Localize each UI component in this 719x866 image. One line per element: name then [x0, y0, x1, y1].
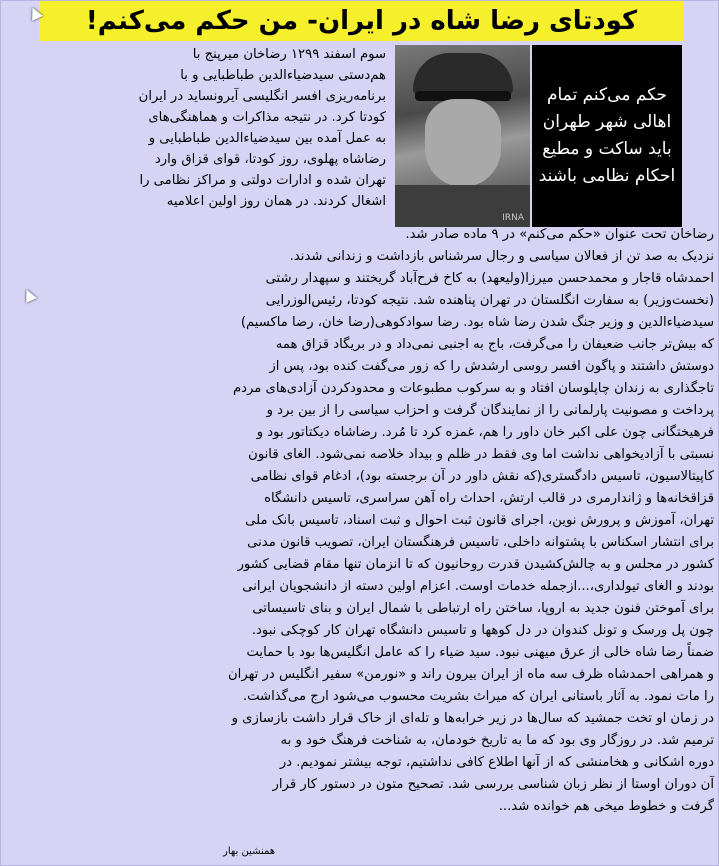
article-line: آن دوران اوستا از نظر زبان شناسی بررسی شد. تصحیح متون در دستور کار قرار: [272, 777, 714, 792]
article-line: قزاقخانه‌ها و ژاندارمری در قالب ارتش، احداث راه آهن سراسری، تاسیس دانشگاه: [264, 491, 714, 506]
mouse-cursor-icon: [21, 287, 37, 303]
article-line: که بیش‌تر جانب ضعیفان را می‌گرفت، باج به اجنبی نمی‌داد و در بریگاد قزاق همه: [275, 337, 714, 352]
article-line: ضمناً رضا شاه خالی از عرق میهنی نبود. سید ضیاء را که عامل انگلیس‌ها بود با حمایت: [246, 645, 714, 660]
photo-watermark: IRNA: [502, 213, 524, 223]
article-line: کشور در مجلس و به چالش‌کشیدن قدرت روحانیون که تا انزمان تنها مقام قضایی کشور: [237, 557, 714, 572]
page-title: کودتای رضا شاه در ایران- من حکم می‌کنم!: [85, 6, 638, 36]
article-line: و همراهی احمدشاه ظرف سه ماه از ایران بیرون راند و «نورمن» سفیر انگلیس در تهران: [227, 667, 714, 682]
article-line: تاجگذاری به زندان چاپلوسان افتاد و به سرکوب مطبوعات و محدودکردن آزادی‌های مردم: [232, 381, 714, 396]
article-line: کودتا کرد. در نتیجه مذاکرات و هماهنگی‌های: [148, 110, 386, 125]
quote-text: حکم می‌کنم تمام اهالی شهر طهران باید ساکت و مطیع احکام نظامی باشند: [538, 85, 676, 186]
portrait-photo: [395, 45, 530, 227]
article-line: گرفت و خطوط میخی هم خوانده شد...: [498, 799, 714, 814]
article-line: نزدیک به صد تن از فعالان سیاسی و رجال سرشناس بازداشت و زندانی شدند.: [289, 249, 714, 264]
article-line: چون پل ورسک و تونل کندوان در دل کوهها و تاسیس دانشگاه تهران کار کوچکی نبود.: [251, 623, 714, 638]
article-line: به عمل آمده بین سیدضیاءالدین طباطبایی و: [148, 131, 386, 146]
article-line: را مات نمود. به آثار باستانی ایران که میراث بشریت محسوب می‌شود ارج می‌گذاشت.: [242, 689, 714, 704]
author-signature: همنشین بهار: [223, 846, 276, 857]
portrait-cap: [413, 53, 513, 95]
article-line: اشغال کردند. در همان روز اولین اعلامیه: [166, 194, 386, 209]
article-line: احمدشاه قاجار و محمدحسن میرزا(ولیعهد) به کاخ فرح‌آباد گریختند و سپهدار رشتی: [265, 271, 714, 286]
quote-box: [532, 45, 682, 227]
article-line: بودند و الغای تیولداری،...ازجمله خدمات اوست. اعزام اولین دسته از دانشجویان ایرانی: [242, 579, 714, 594]
article-line: برنامه‌ریزی افسر انگلیسی آیرونساید در ایران: [138, 89, 386, 104]
article-line: ترمیم شد. در روزگار وی بود که ما به تاریخ خودمان، به شناخت فرهنگ خود و به: [280, 733, 714, 748]
article-line: پرداخت و مصونیت پارلمانی را از نمایندگان گرفت و احزاب سیاسی را از بین برد و: [266, 403, 714, 418]
article-line: دوستش داشتند و پاگون افسر روسی ارشدش را که زور می‌گفت کنده بود، پس از: [269, 359, 714, 374]
article-line: فرهیختگانی چون علی اکبر خان داور را هم، غمزه کرد تا مُرد. رضاشاه دیکتاتور بود و: [256, 425, 714, 440]
article-line: رضاشاه پهلوی، روز کودتا، قوای قزاق وارد: [154, 152, 386, 167]
article-line: سوم اسفند ۱۲۹۹ رضاخان میرپنج با: [192, 47, 386, 62]
portrait-face: [425, 99, 501, 187]
article-line: سیدضیاءالدین و وزیر جنگ شدن رضا شاه بود. رضا سوادکوهی(رضا خان، رضا ماکسیم): [240, 315, 714, 330]
article-line: تهران شده و ادارات دولتی و مراکز نظامی را: [139, 173, 386, 188]
article-line: (نخست‌وزیر) به سفارت انگلستان در تهران پناهنده شد. نتیجه کودتا، رئیس‌الوزرایی: [265, 293, 714, 308]
article-line: تهران، آموزش و پرورش نوین، اجرای قانون ثبت احوال و ثبت اسناد، تاسیس بانک ملی: [245, 513, 714, 528]
article-line: در زمان او تخت جمشید که سال‌ها در زیر خرابه‌ها و تله‌ای از خاک قرار داشت بازسازی و: [231, 711, 714, 726]
article-line: نسبتی با آزادیخواهی نداشت اما وی فقط در ظلم و بیداد خلاصه نمی‌شود. الغای قانون: [248, 447, 714, 462]
article-line: کاپیتالاسیون، تاسیس دادگستری(که نقش داور در آن برجسته بود)، ادغام قوای نظامی: [250, 469, 714, 484]
article-line: هم‌دستی سیدضیاءالدین طباطبایی و با: [180, 68, 386, 83]
article-line: رضاخان تحت عنوان «حکم می‌کنم» در ۹ ماده صادر شد.: [405, 227, 714, 242]
article-line: برای آموختن فنون جدید به اروپا، ساختن راه ارتباطی با شمال ایران و بنای تاسیساتی: [252, 601, 714, 616]
title-banner: [39, 1, 684, 41]
article-line: برای انتشار اسکناس با پشتوانه داخلی، تاسیس فرهنگستان ایران، تصویب قانون مدنی: [247, 535, 714, 550]
article-line: دوره اشکانی و هخامنشی که از آنها اطلاع کافی نداشتیم، توجه بیشتر نمودیم. در: [279, 755, 714, 770]
